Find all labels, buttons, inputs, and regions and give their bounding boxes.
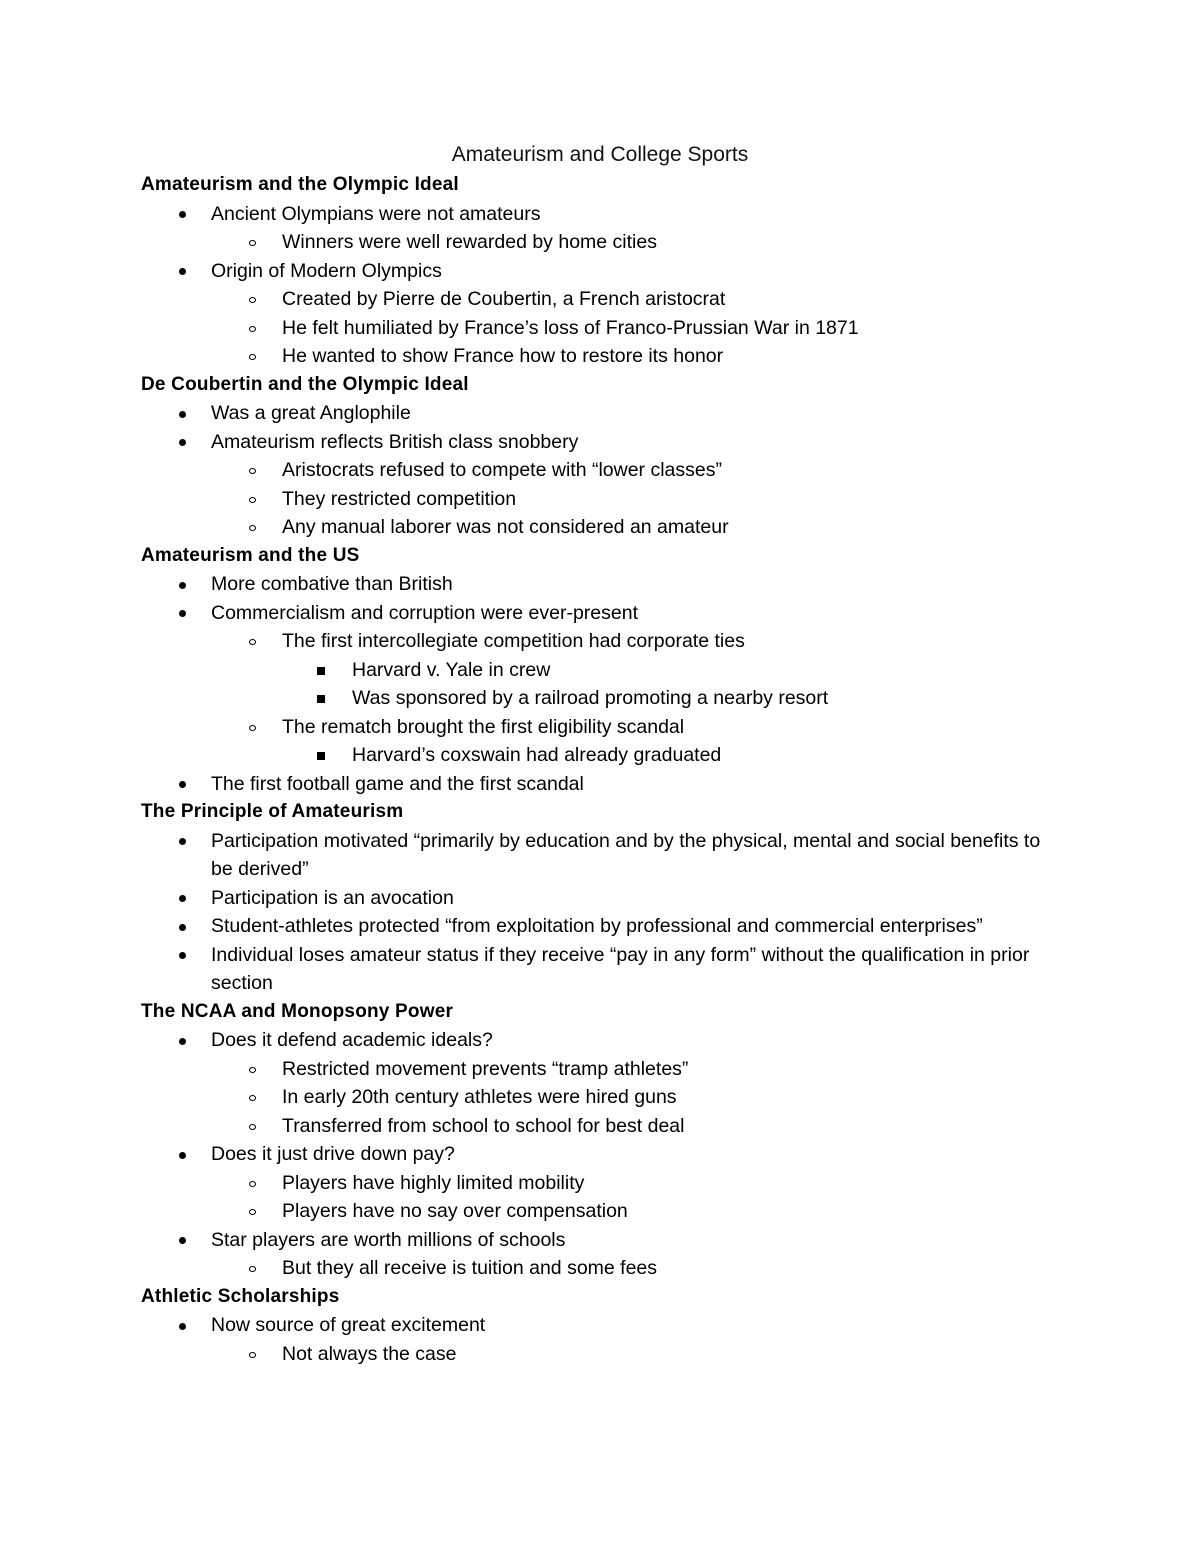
list-item xyxy=(141,485,1061,514)
list-item-text: Winners were well rewarded by home cities xyxy=(282,231,657,253)
bullet-circle-icon xyxy=(249,1209,256,1215)
bullet-circle-icon xyxy=(249,297,256,303)
list-item-text: In early 20th century athletes were hired guns xyxy=(282,1086,677,1108)
list-item xyxy=(141,684,1061,713)
list-item xyxy=(141,342,1061,371)
bullet-circle-icon xyxy=(249,725,256,731)
bullet-list xyxy=(141,1026,1061,1283)
bullet-circle-icon xyxy=(249,1181,256,1187)
list-item xyxy=(141,513,1061,542)
list-item xyxy=(141,1311,1061,1340)
bullet-list xyxy=(141,827,1061,998)
bullet-disc-icon xyxy=(179,268,186,275)
list-item xyxy=(141,941,1061,998)
bullet-disc-icon xyxy=(179,411,186,418)
list-item xyxy=(141,599,1061,628)
list-item xyxy=(141,570,1061,599)
bullet-circle-icon xyxy=(249,240,256,246)
section-heading: Amateurism and the US xyxy=(141,544,360,566)
list-item xyxy=(141,257,1061,286)
list-item-text: Aristocrats refused to compete with “lower classes” xyxy=(282,459,722,481)
list-item-text: The rematch brought the first eligibility scandal xyxy=(282,715,685,738)
bullet-circle-icon xyxy=(249,468,256,474)
bullet-square-icon xyxy=(317,752,325,760)
bullet-disc-icon xyxy=(179,1152,186,1159)
outline-section xyxy=(141,171,1061,371)
list-item xyxy=(141,1340,1061,1369)
list-item-text: Now source of great excitement xyxy=(211,1314,486,1336)
bullet-disc-icon xyxy=(179,582,186,589)
list-item xyxy=(141,1254,1061,1283)
bullet-circle-icon xyxy=(249,639,256,645)
list-item-text: Ancient Olympians were not amateurs xyxy=(211,202,541,225)
list-item-text: Participation motivated “primarily by education and by the physical, mental and social benefits to be derived” xyxy=(211,829,1041,880)
bullet-disc-icon xyxy=(179,1323,186,1330)
bullet-circle-icon xyxy=(249,525,256,531)
section-heading: De Coubertin and the Olympic Ideal xyxy=(141,373,469,395)
bullet-circle-icon xyxy=(249,1352,256,1358)
list-item xyxy=(141,884,1061,913)
bullet-circle-icon xyxy=(249,497,256,503)
list-item-text: He felt humiliated by France’s loss of Franco-Prussian War in 1871 xyxy=(282,316,859,339)
document-title: Amateurism and College Sports xyxy=(451,143,749,166)
list-item-text: Restricted movement prevents “tramp athletes” xyxy=(282,1057,689,1080)
list-item-text: Harvard v. Yale in crew xyxy=(352,658,551,681)
bullet-disc-icon xyxy=(179,924,186,931)
list-item-text: Origin of Modern Olympics xyxy=(211,259,442,282)
outline-section xyxy=(141,798,1061,998)
list-item-text: Players have highly limited mobility xyxy=(282,1171,585,1194)
bullet-disc-icon xyxy=(179,1038,186,1045)
list-item-text: Harvard’s coxswain had already graduated xyxy=(352,744,722,766)
section-heading: The Principle of Amateurism xyxy=(141,801,404,822)
list-item-text: Does it defend academic ideals? xyxy=(211,1029,493,1051)
bullet-disc-icon xyxy=(179,211,186,218)
list-item-text: Not always the case xyxy=(282,1342,457,1365)
bullet-circle-icon xyxy=(249,1095,256,1101)
list-item xyxy=(141,314,1061,343)
outline-section xyxy=(141,542,1061,799)
list-item-text: Created by Pierre de Coubertin, a French aristocrat xyxy=(282,288,726,310)
list-item xyxy=(141,1169,1061,1198)
bullet-circle-icon xyxy=(249,354,256,360)
list-item xyxy=(141,713,1061,742)
list-item xyxy=(141,741,1061,770)
document-body xyxy=(141,171,1061,1368)
list-item xyxy=(141,627,1061,656)
list-item-text: Does it just drive down pay? xyxy=(211,1143,455,1165)
section-heading: Athletic Scholarships xyxy=(141,1285,340,1307)
bullet-list xyxy=(141,1311,1061,1368)
bullet-circle-icon xyxy=(249,326,256,332)
bullet-circle-icon xyxy=(249,1266,256,1272)
bullet-disc-icon xyxy=(179,1237,186,1244)
list-item xyxy=(141,456,1061,485)
list-item xyxy=(141,399,1061,428)
list-item xyxy=(141,770,1061,799)
list-item-text: Commercialism and corruption were ever-present xyxy=(211,601,638,624)
list-item-text: Amateurism reflects British class snobbery xyxy=(211,430,579,453)
bullet-list xyxy=(141,399,1061,542)
bullet-disc-icon xyxy=(179,838,186,845)
list-item-text: The first football game and the first scandal xyxy=(211,772,584,795)
list-item xyxy=(141,1197,1061,1226)
bullet-disc-icon xyxy=(179,781,186,788)
outline-section xyxy=(141,998,1061,1283)
list-item-text: He wanted to show France how to restore its honor xyxy=(282,345,724,367)
bullet-disc-icon xyxy=(179,952,186,959)
outline-section xyxy=(141,1283,1061,1369)
list-item xyxy=(141,428,1061,457)
bullet-square-icon xyxy=(317,667,325,675)
outline-section xyxy=(141,371,1061,542)
list-item xyxy=(141,228,1061,257)
bullet-square-icon xyxy=(317,695,325,703)
list-item xyxy=(141,200,1061,229)
list-item xyxy=(141,1083,1061,1112)
list-item-text: Players have no say over compensation xyxy=(282,1200,628,1222)
list-item-text: They restricted competition xyxy=(282,487,517,510)
list-item xyxy=(141,656,1061,685)
list-item xyxy=(141,827,1061,884)
list-item-text: Transferred from school to school for best deal xyxy=(282,1114,685,1137)
list-item-text: More combative than British xyxy=(211,573,453,595)
list-item xyxy=(141,1055,1061,1084)
list-item-text: Individual loses amateur status if they receive “pay in any form” without the qualification in prior section xyxy=(211,943,1030,994)
bullet-disc-icon xyxy=(179,610,186,617)
list-item xyxy=(141,285,1061,314)
list-item-text: Was a great Anglophile xyxy=(211,402,411,424)
list-item xyxy=(141,1226,1061,1255)
list-item xyxy=(141,912,1061,941)
list-item xyxy=(141,1140,1061,1169)
list-item-text: Any manual laborer was not considered an amateur xyxy=(282,516,729,538)
list-item-text: Participation is an avocation xyxy=(211,886,454,909)
section-heading: Amateurism and the Olympic Ideal xyxy=(141,174,459,195)
bullet-disc-icon xyxy=(179,439,186,446)
list-item-text: Student-athletes protected “from exploitation by professional and commercial enterprises” xyxy=(211,915,983,937)
list-item-text: The first intercollegiate competition had corporate ties xyxy=(282,630,745,652)
list-item xyxy=(141,1112,1061,1141)
bullet-list xyxy=(141,200,1061,371)
bullet-list xyxy=(141,570,1061,798)
bullet-circle-icon xyxy=(249,1067,256,1073)
list-item-text: Star players are worth millions of schools xyxy=(211,1228,566,1251)
list-item-text: Was sponsored by a railroad promoting a nearby resort xyxy=(352,687,829,709)
list-item xyxy=(141,1026,1061,1055)
bullet-circle-icon xyxy=(249,1124,256,1130)
list-item-text: But they all receive is tuition and some fees xyxy=(282,1257,658,1279)
section-heading: The NCAA and Monopsony Power xyxy=(141,1000,454,1022)
bullet-disc-icon xyxy=(179,895,186,902)
